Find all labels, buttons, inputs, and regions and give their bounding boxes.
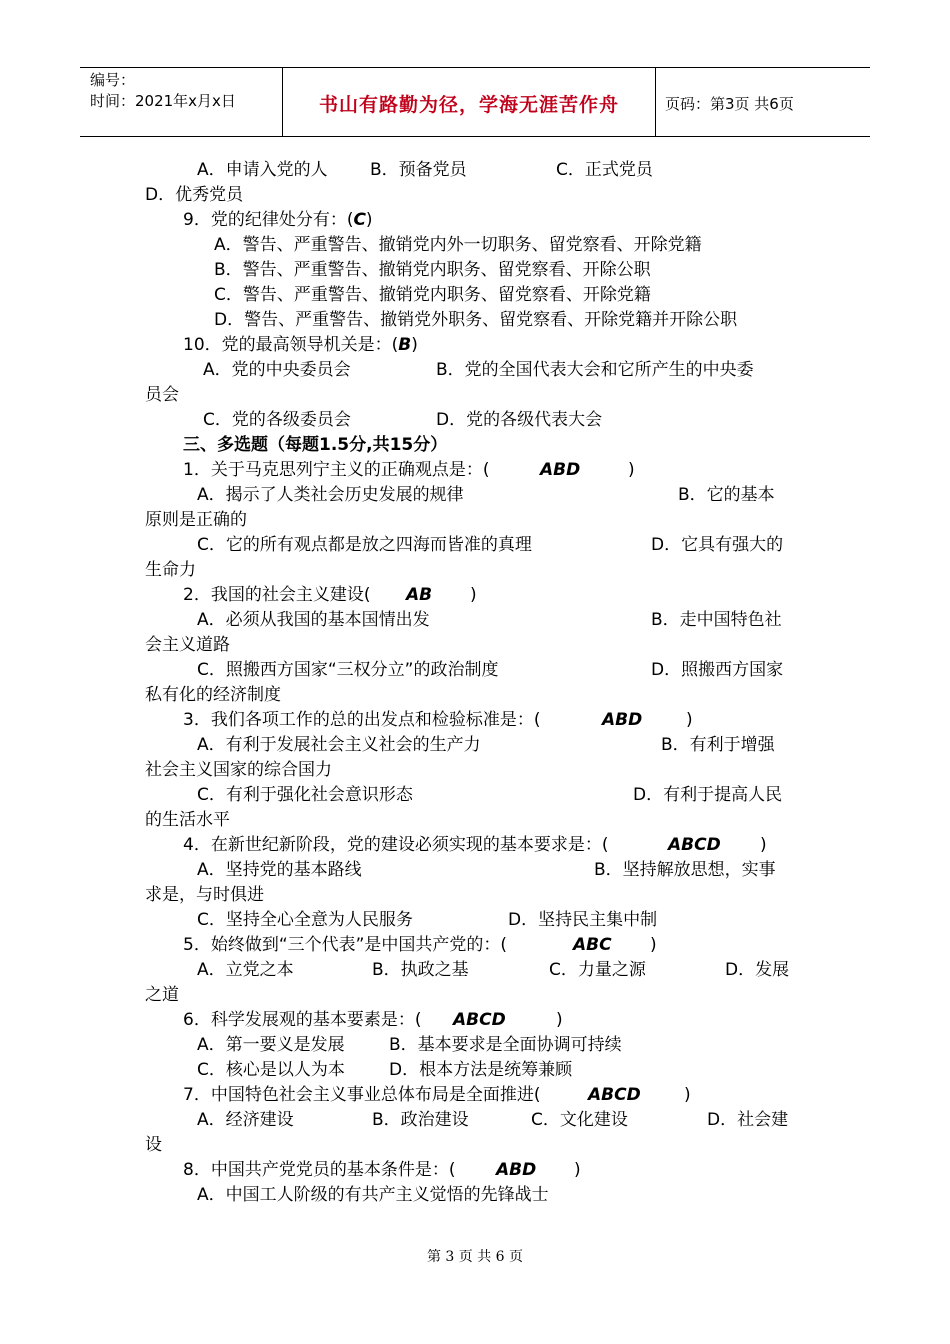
answer-key: C — [353, 210, 366, 230]
text-segment: 6．科学发展观的基本要素是：( — [183, 1010, 422, 1030]
answer-key: ABCD — [668, 835, 721, 855]
text-segment: C．它的所有观点都是放之四海而皆准的真理 — [197, 535, 532, 555]
text-segment: A．党的中央委员会 — [203, 360, 351, 380]
text-segment: ) — [365, 210, 373, 230]
text-segment: D．坚持民主集中制 — [508, 910, 658, 930]
text-segment: 设 — [145, 1135, 162, 1155]
text-segment: ) — [470, 585, 477, 605]
document-header — [80, 67, 870, 137]
page-footer: 第 3 页 共 6 页 — [426, 1249, 524, 1265]
text-segment: B．有利于增强 — [661, 735, 775, 755]
text-segment: 2．我国的社会主义建设( — [183, 585, 371, 605]
text-segment: A．有利于发展社会主义社会的生产力 — [197, 735, 481, 755]
section-heading: 三、多选题（每题1.5分,共15分） — [183, 435, 448, 455]
text-segment: 1．关于马克思列宁主义的正确观点是：( — [183, 460, 490, 480]
answer-key: ABD — [602, 710, 643, 730]
text-segment: 7．中国特色社会主义事业总体布局是全面推进( — [183, 1085, 541, 1105]
doc-number-label: 编号： — [90, 71, 136, 89]
text-segment: C．有利于强化社会意识形态 — [197, 785, 413, 805]
text-segment: B．它的基本 — [678, 485, 775, 505]
text-segment: 私有化的经济制度 — [145, 685, 281, 705]
text-segment: B．党的全国代表大会和它所产生的中央委 — [436, 360, 754, 380]
header-motto-cell — [282, 68, 656, 136]
answer-key: ABCD — [588, 1085, 641, 1105]
text-segment: A．必须从我国的基本国情出发 — [197, 610, 430, 630]
text-segment: 员会 — [145, 385, 179, 405]
text-segment: B．预备党员 — [370, 160, 467, 180]
answer-key: ABD — [540, 460, 581, 480]
answer-key: ABD — [496, 1160, 537, 1180]
text-segment: 3．我们各项工作的总的出发点和检验标准是：( — [183, 710, 541, 730]
text-segment: 社会主义国家的综合国力 — [145, 760, 332, 780]
text-segment: A．坚持党的基本路线 — [197, 860, 362, 880]
text-segment: A．经济建设 — [197, 1110, 294, 1130]
text-segment: D．党的各级代表大会 — [436, 410, 603, 430]
text-segment: 之道 — [145, 985, 179, 1005]
text-segment: C．坚持全心全意为人民服务 — [197, 910, 413, 930]
text-segment: C．力量之源 — [549, 960, 646, 980]
text-segment: A．揭示了人类社会历史发展的规律 — [197, 485, 464, 505]
text-segment: 4．在新世纪新阶段，党的建设必须实现的基本要求是：( — [183, 835, 609, 855]
answer-key: ABCD — [453, 1010, 506, 1030]
text-segment: C．照搬西方国家“三权分立”的政治制度 — [197, 660, 499, 680]
text-segment: 会主义道路 — [145, 635, 230, 655]
text-segment: D．根本方法是统筹兼顾 — [389, 1060, 573, 1080]
header-page-info: 页码：第3页 共6页 — [665, 95, 794, 113]
header-meta-cell — [80, 68, 282, 136]
text-segment: D．社会建 — [707, 1110, 789, 1130]
answer-key: ABC — [573, 935, 612, 955]
text-segment: A．立党之本 — [197, 960, 294, 980]
text-segment: C．正式党员 — [556, 160, 653, 180]
text-segment: B．基本要求是全面协调可持续 — [389, 1035, 622, 1055]
text-segment: 5．始终做到“三个代表”是中国共产党的：( — [183, 935, 508, 955]
answer-key: AB — [406, 585, 433, 605]
text-segment: C．核心是以人为本 — [197, 1060, 345, 1080]
text-segment: ) — [684, 1085, 691, 1105]
text-segment: 9．党的纪律处分有：( — [183, 210, 354, 230]
text-segment: B．执政之基 — [372, 960, 469, 980]
text-segment: B．走中国特色社 — [651, 610, 782, 630]
text-segment: C．警告、严重警告、撤销党内职务、留党察看、开除党籍 — [214, 285, 651, 305]
text-segment: A．警告、严重警告、撤销党内外一切职务、留党察看、开除党籍 — [214, 235, 702, 255]
text-segment: ) — [411, 335, 418, 355]
header-page-cell — [655, 68, 870, 136]
text-segment: B．政治建设 — [372, 1110, 469, 1130]
text-segment: D．照搬西方国家 — [651, 660, 784, 680]
text-segment: 生命力 — [145, 560, 196, 580]
answer-key: B — [398, 335, 412, 355]
text-segment: D．它具有强大的 — [651, 535, 784, 555]
text-segment: 原则是正确的 — [145, 510, 247, 530]
text-segment: C．党的各级委员会 — [203, 410, 351, 430]
text-segment: ) — [556, 1010, 563, 1030]
text-segment: 的生活水平 — [145, 810, 230, 830]
text-segment: ) — [628, 460, 635, 480]
text-segment: ) — [760, 835, 767, 855]
text-segment: D．警告、严重警告、撤销党外职务、留党察看、开除党籍并开除公职 — [214, 310, 738, 330]
text-segment: A．申请入党的人 — [197, 160, 328, 180]
text-segment: B．警告、严重警告、撤销党内职务、留党察看、开除公职 — [214, 260, 651, 280]
doc-date-label: 时间：2021年x月x日 — [90, 92, 236, 110]
text-segment: ) — [686, 710, 693, 730]
text-segment: C．文化建设 — [531, 1110, 628, 1130]
text-segment: D．有利于提高人民 — [633, 785, 783, 805]
text-segment: A．中国工人阶级的有共产主义觉悟的先锋战士 — [197, 1185, 549, 1205]
text-segment: 8．中国共产党党员的基本条件是：( — [183, 1160, 456, 1180]
text-segment: B．坚持解放思想，实事 — [594, 860, 776, 880]
text-segment: D．优秀党员 — [145, 185, 244, 205]
text-segment: ) — [650, 935, 657, 955]
text-segment: ) — [574, 1160, 581, 1180]
header-motto: 书山有路勤为径，学海无涯苦作舟 — [318, 94, 619, 116]
text-segment: 10．党的最高领导机关是：( — [183, 335, 399, 355]
text-segment: D．发展 — [725, 960, 790, 980]
text-segment: 求是，与时俱进 — [145, 885, 264, 905]
text-segment: A．第一要义是发展 — [197, 1035, 345, 1055]
